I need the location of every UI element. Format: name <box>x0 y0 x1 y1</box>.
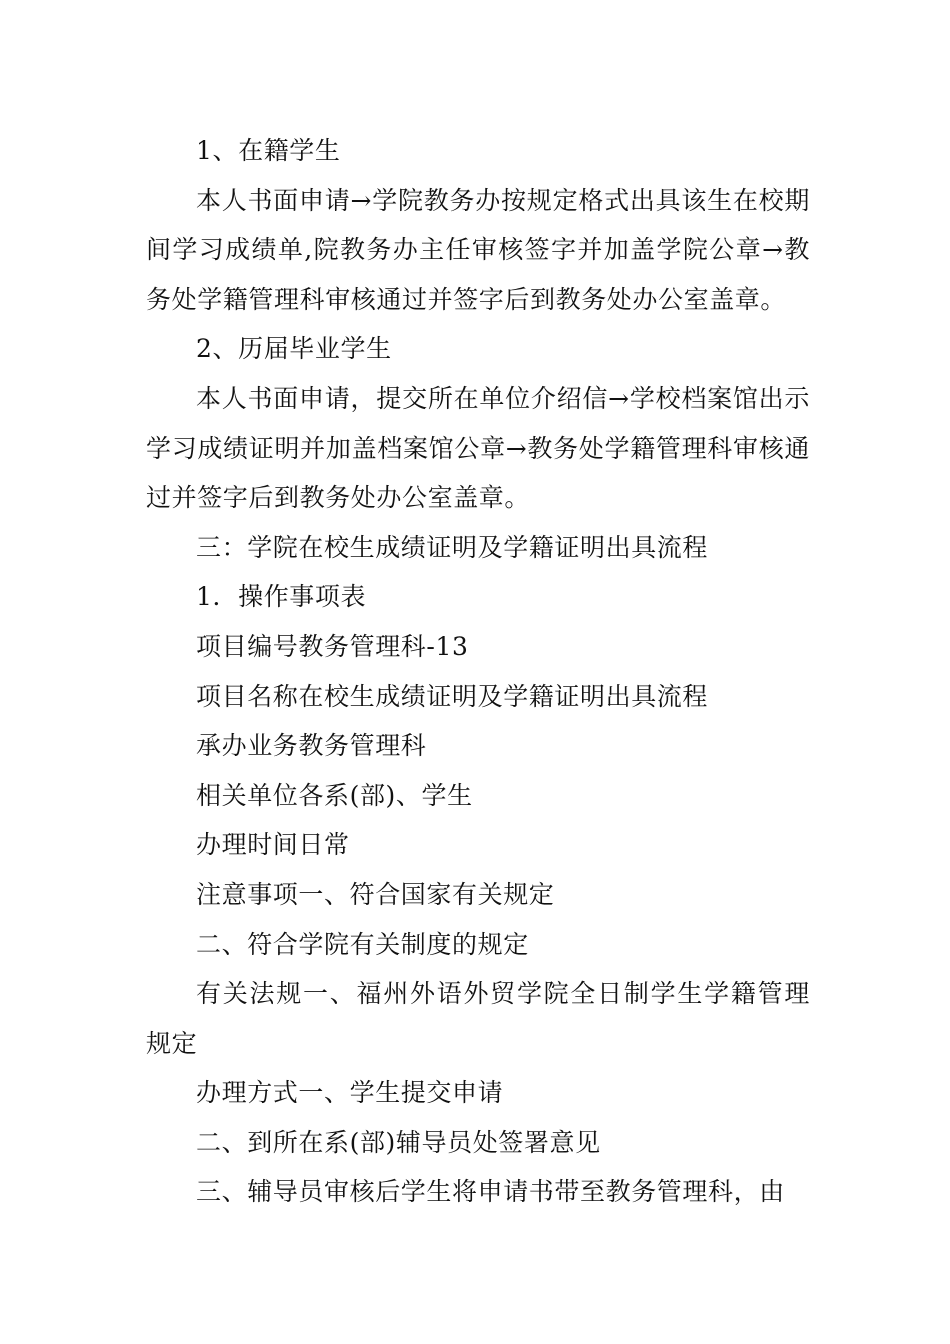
section-heading: 三：学院在校生成绩证明及学籍证明出具流程 <box>196 532 709 562</box>
paragraph: 1．操作事项表 <box>196 582 367 612</box>
paragraph: 二、到所在系(部)辅导员处签署意见 <box>196 1127 601 1157</box>
paragraph: 承办业务教务管理科 <box>196 731 427 761</box>
paragraph: 1、在籍学生 <box>196 136 341 165</box>
paragraph: 相关单位各系(部)、学生 <box>196 780 473 810</box>
paragraph: 办理时间日常 <box>196 830 350 860</box>
paragraph: 办理方式一、学生提交申请 <box>196 1078 504 1108</box>
paragraph: 项目编号教务管理科-13 <box>196 631 469 661</box>
paragraph: 本人书面申请，提交所在单位介绍信→学校档案馆出示学习成绩证明并加盖档案馆公章→教务处学籍管理科审核通过并签字后到教务处办公室盖章。 <box>146 383 810 513</box>
paragraph: 项目名称在校生成绩证明及学籍证明出具流程 <box>196 681 709 711</box>
paragraph: 2、历届毕业学生 <box>196 334 392 364</box>
paragraph: 注意事项一、符合国家有关规定 <box>196 879 555 909</box>
paragraph: 有关法规一、福州外语外贸学院全日制学生学籍管理规定 <box>146 979 810 1058</box>
paragraph: 二、符合学院有关制度的规定 <box>196 929 529 959</box>
paragraph: 本人书面申请→学院教务办按规定格式出具该生在校期间学习成绩单,院教务办主任审核签字并加盖学院公章→教务处学籍管理科审核通过并签字后到教务处办公室盖章。 <box>146 185 810 314</box>
document-page <box>146 126 810 1217</box>
paragraph: 三、辅导员审核后学生将申请书带至教务管理科，由 <box>196 1177 785 1207</box>
